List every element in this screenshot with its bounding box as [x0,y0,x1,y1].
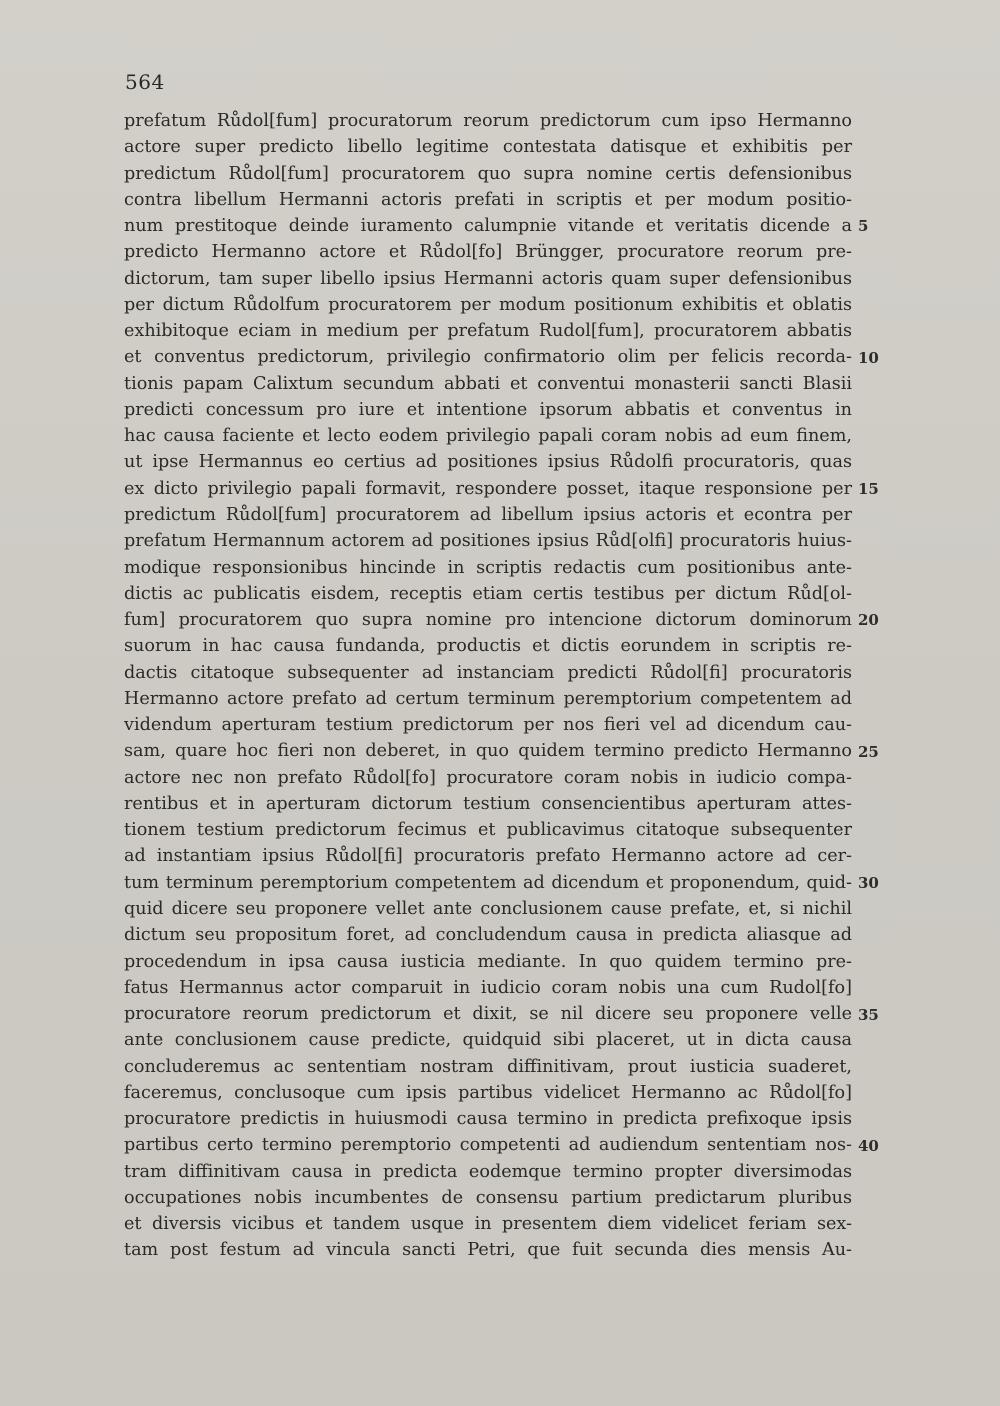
text-line: contra libellum Hermanni actoris prefati in scriptis et per modum positio- [124,189,852,210]
text-line: exhibitoque eciam in medium per prefatum Rudol[fum], procuratorem abbatis [124,321,852,342]
text-line: occupationes nobis incumbentes de consensu partium predictarum pluribus [124,1187,852,1208]
text-line: modique responsionibus hincinde in scriptis redactis cum positionibus ante- [124,557,852,578]
line-number: 20 [858,611,879,630]
text-line: fatus Hermannus actor comparuit in iudicio coram nobis una cum Rudol[fo] [124,977,852,998]
line-number: 35 [858,1005,879,1024]
text-line: tionem testium predictorum fecimus et publicavimus citatoque subsequenter [124,820,852,841]
text-line: predicto Hermanno actore et Růdol[fo] Brüngger, procuratore reorum pre- [124,242,852,263]
text-line: et conventus predictorum, privilegio confirmatorio olim per felicis recorda- [124,347,852,368]
text-line: dactis citatoque subsequenter ad instanciam predicti Růdol[fi] procuratoris [124,662,852,683]
line-number: 40 [858,1136,879,1155]
text-line: partibus certo termino peremptorio competenti ad audiendum sententiam nos- [124,1135,852,1156]
text-line: prefatum Hermannum actorem ad positiones ipsius Růd[olfi] procuratoris huius- [124,531,852,552]
text-line: ex dicto privilegio papali formavit, respondere posset, itaque responsione per [124,478,852,499]
text-line: ante conclusionem cause predicte, quidquid sibi placeret, ut in dicta causa [124,1030,852,1051]
text-line: predictum Růdol[fum] procuratorem ad libellum ipsius actoris et econtra per [124,504,852,525]
text-line: predicti concessum pro iure et intentione ipsorum abbatis et conventus in [124,399,852,420]
text-line: rentibus et in aperturam dictorum testium consencientibus aperturam attes- [124,793,852,814]
text-line: Hermanno actore prefato ad certum terminum peremptorium competentem ad [124,688,852,709]
text-line: faceremus, conclusoque cum ipsis partibus videlicet Hermanno ac Růdol[fo] [124,1082,852,1103]
page-number: 564 [125,70,165,94]
text-line: actore super predicto libello legitime contestata datisque et exhibitis per [124,137,852,158]
text-line: actore nec non prefato Růdol[fo] procuratore coram nobis in iudicio compa- [124,767,852,788]
body-text [124,108,852,1264]
text-line: procuratore reorum predictorum et dixit, se nil dicere seu proponere velle [124,1004,852,1025]
text-line: ut ipse Hermannus eo certius ad positiones ipsius Růdolfi procuratoris, quas [124,452,852,473]
text-line: procuratore predictis in huiusmodi causa termino in predicta prefixoque ipsis [124,1109,852,1130]
line-number: 15 [858,479,879,498]
text-line: suorum in hac causa fundanda, productis et dictis eorundem in scriptis re- [124,636,852,657]
text-line: tionis papam Calixtum secundum abbati et conventui monasterii sancti Blasii [124,373,852,394]
text-line: tram diffinitivam causa in predicta eodemque termino propter diversimodas [124,1161,852,1182]
line-number: 10 [858,348,879,367]
text-line: prefatum Růdol[fum] procuratorum reorum predictorum cum ipso Hermanno [124,111,852,131]
text-line: concluderemus ac sententiam nostram diffinitivam, prout iusticia suaderet, [124,1056,852,1077]
text-line: tam post festum ad vincula sancti Petri, que fuit secunda dies mensis Au- [124,1240,852,1261]
text-line: dictis ac publicatis eisdem, receptis etiam certis testibus per dictum Růd[ol- [124,583,852,604]
text-line: hac causa faciente et lecto eodem privilegio papali coram nobis ad eum finem, [124,426,852,447]
text-line: quid dicere seu proponere vellet ante conclusionem cause prefate, et, si nichil [124,898,852,919]
line-number: 30 [858,874,879,893]
line-number: 5 [858,217,869,236]
text-line: num prestitoque deinde iuramento calumpnie vitande et veritatis dicende a [124,216,852,237]
text-line: dictum seu propositum foret, ad concludendum causa in predicta aliasque ad [124,925,852,946]
text-line: sam, quare hoc fieri non deberet, in quo quidem termino predicto Hermanno [124,741,852,762]
text-line: ad instantiam ipsius Růdol[fi] procuratoris prefato Hermanno actore ad cer- [124,846,852,867]
text-line: videndum aperturam testium predictorum per nos fieri vel ad dicendum cau- [124,715,852,736]
text-line: et diversis vicibus et tandem usque in presentem diem videlicet feriam sex- [124,1214,852,1235]
text-line: procedendum in ipsa causa iusticia mediante. In quo quidem termino pre- [124,951,852,972]
text-line: fum] procuratorem quo supra nomine pro intencione dictorum dominorum [124,610,852,631]
text-line: dictorum, tam super libello ipsius Hermanni actoris quam super defensionibus [124,268,852,289]
text-line: tum terminum peremptorium competentem ad dicendum et proponendum, quid- [124,872,852,893]
line-number: 25 [858,742,879,761]
text-line: per dictum Růdolfum procuratorem per modum positionum exhibitis et oblatis [124,294,852,315]
text-line: predictum Růdol[fum] procuratorem quo supra nomine certis defensionibus [124,163,852,184]
